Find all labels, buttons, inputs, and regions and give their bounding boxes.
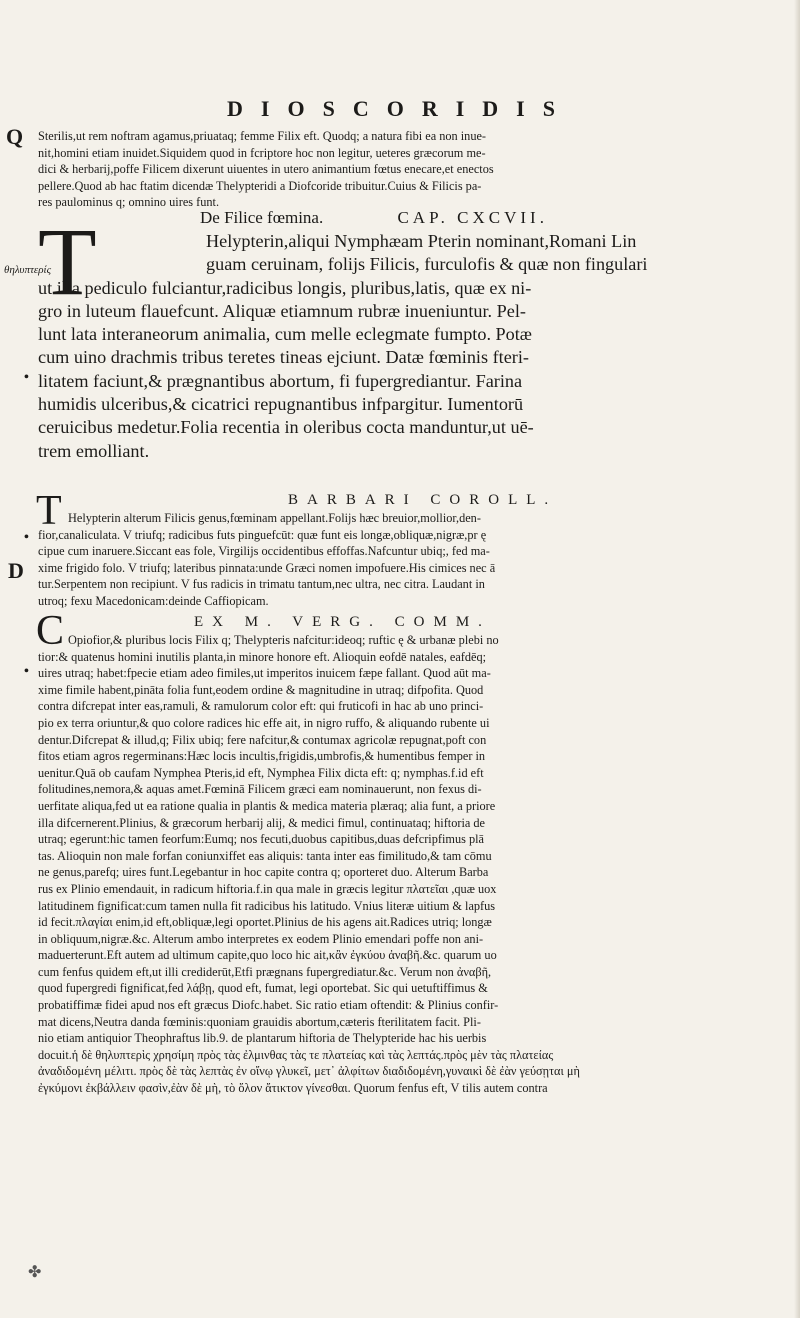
chapter-heading	[200, 208, 548, 228]
section-heading-barbari: BARBARI COROLL.	[288, 492, 558, 508]
text-line: lunt lata interaneorum animalia, cum melle eclegmate fumpto. Potæ	[38, 324, 532, 345]
text-line: xime fimile habent,pināta folia funt,eodem ordine & magnitudine in utraq; difpofita. Quod	[38, 682, 484, 697]
text-line: ceruicibus medetur.Folia recentia in oleribus cocta manduntur,ut uē-	[38, 417, 534, 438]
text-line: res paulominus q; omnino uires funt.	[38, 195, 220, 210]
text-line: utroq; fexu Macedonicam:deinde Caffiopicam.	[38, 593, 269, 608]
text-line: latitudinem fignificat:cum tamen nulla fit radicibus his latitudo. Vnius literæ uitium & lapfus	[38, 898, 496, 913]
text-line: cipue cum inaruere.Siccant eas fole, Virgilijs occidentibus effoffas.Nafcuntur ubiq;, fed ma-	[38, 544, 490, 559]
text-line: probatiffimæ fidei apud nos eft græcus Diofc.habet. Sic ratio etiam oftendit: & Plinius confir-	[38, 998, 499, 1013]
text-line: pio ex terra oriuntur,& quo colore radices hic effe ait, in nigro ruffo, & aliquando rubente ui	[38, 715, 490, 730]
chapter-title: De Filice fœmina.	[200, 208, 324, 227]
drop-cap: C	[36, 608, 65, 654]
text-line: tur.Serpentem non recipiunt. V fus radicis in trimatu tantum,nec ultra, nec citra. Laudant in	[38, 577, 485, 592]
text-line: humidis ulceribus,& cicatrici repugnantibus infpargitur. Iumentorū	[38, 394, 524, 415]
text-line: trem emolliant.	[38, 440, 150, 461]
margin-signature-letter: Q	[6, 124, 24, 149]
text-line: fior,canaliculata. V triufq; radicibus futs pinguefcūt: quæ funt eis longæ,obliquæ,nigræ,pr ę	[38, 527, 487, 542]
margin-bullet: •	[24, 370, 29, 385]
text-line: uires utraq; habet:fpecie etiam adeo fimiles,ut imperitos inuicem fæpe fallant. Quod aūt ma-	[38, 666, 491, 681]
chapter-number: CAP. CXCVII.	[397, 208, 548, 227]
text-line: uerfitate aliqua,fed ut ea ratione qualia in plantis & medica materia plæraq; alia funt, a priore	[38, 798, 496, 813]
text-line: docuit.ἡ δὲ θηλυπτερὶς χρησίμη πρὸς τὰς ἐλμινθας τὰς τε πλατείας καὶ τὰς λεπτάς.πρὸς μὲν τὰς πλατείας	[38, 1047, 554, 1062]
text-line: uenitur.Quā ob caufam Nymphea Pteris,id eft, Nymphea Filix dicta eft: q; nymphas.f.id eft	[38, 765, 484, 780]
text-line: nio etiam antiquior Theophraftus lib.9. de plantarum hiftoria de Thelypteride hac his uerbis	[38, 1031, 487, 1046]
margin-bullet: •	[24, 664, 29, 679]
text-line: guam ceruinam, folijs Filicis, furculofis & quæ non fingulari	[206, 254, 648, 275]
text-line: tior:& quatenus homini inutilis planta,in minore honore eft. Alioquin eofdē natales, eafdēq;	[38, 649, 487, 664]
text-line: folitudines,nemora,& aquas amet.Fœminā Filicem græci eam nominauerunt, non fexus di-	[38, 782, 482, 797]
text-line: gro in luteum flauefcunt. Aliquæ etiamnum rubræ inueniuntur. Pel-	[38, 300, 526, 321]
printer-ornament-icon: ✤	[28, 1264, 42, 1281]
text-line: fitos etiam agros regerminans:Hæc locis incultis,frigidis,umbrofis,& humentibus femper in	[38, 749, 486, 764]
text-line: ἐγκύμονι ἐκβάλλειν φασὶν,ἐὰν δὲ μὴ, τὸ ὅλον ἄτικτον γίνεσθαι. Quorum fenfus eft, V tilis autem contra	[38, 1081, 548, 1096]
text-line: litatem faciunt,& prægnantibus abortum, fi fupergrediantur. Farina	[38, 370, 523, 391]
drop-cap: T	[36, 488, 62, 534]
intro-paragraph	[38, 128, 760, 211]
text-line: cum uino drachmis tribus teretes tineas ejciunt. Datæ fœminis fteri-	[38, 347, 529, 368]
verg-paragraph	[38, 632, 760, 1097]
text-line: in obliquum,nigræ.&c. Alterum ambo interpretes ex eodem Plinio emendari poffe non ani-	[38, 931, 484, 946]
section-heading-verg: EX M. VERG. COMM.	[194, 614, 491, 630]
drop-cap: T	[38, 208, 97, 315]
text-line: pellere.Quod ab hac ftatim dicendæ Thelypteridi a Diofcoride tribuitur.Cuius & Filicis pa-	[38, 178, 482, 193]
running-header: DIOSCORIDIS	[227, 96, 573, 121]
text-line: Helypterin alterum Filicis genus,fœminam appellant.Folijs hæc breuior,mollior,den-	[68, 511, 481, 525]
text-line: cum fenfus quidem eft,ut illi crediderūt,Etfi prægnans fupergrediatur.&c. Verum non ἀναβῆ,	[38, 964, 492, 979]
margin-greek-note: θηλυπτερίς	[4, 264, 52, 276]
barbari-paragraph	[38, 510, 760, 610]
margin-signature-letter-d: D	[8, 558, 24, 583]
text-line: tas. Alioquin non male forfan coniunxiffet eas aliquis: tanta inter eas fimilitudo,& tam cōmu	[38, 848, 492, 863]
text-line: id fecit.πλαγίαι enim,id eft,obliquæ,legi oportet.Plinius de his agens ait.Radices utriq; longæ	[38, 915, 492, 930]
text-line: dici & herbarij,poffe Filicem dixerunt uiuentes in utero animantium fœtus enecare,et enectos	[38, 162, 494, 177]
text-line: xime frigido folo. V triufq; lateribus pinnata:unde Græci nomen impofuere.His cimices nec ā	[38, 560, 496, 575]
text-line: nit,homini etiam inuidet.Siquidem quod in fcriptore hoc non legitur, ueteres græcorum me-	[38, 145, 486, 160]
text-line: mat dicens,Neutra danda fœminis:quoniam grauidis abortum,cæteris fterilitatem facit. Pli-	[38, 1014, 481, 1029]
text-line: utraq; egerunt:hic tamen feorfum:Eumq; nos fecuti,duobus capitibus,duas defcripfimus plā	[38, 832, 484, 847]
text-line: ἀναδιδομένη μέλιτι. πρὸς δὲ τὰς λεπτὰς ἐν οἴνῳ γλυκεῖ, μετ᾽ ἀλφίτων διαδιδομένη,γυναικὶ δὲ ἐὰν γεύσῃται μὴ	[38, 1064, 580, 1079]
text-line: ut illa pediculo fulciantur,radicibus longis, pluribus,latis, quæ ex ni-	[38, 277, 532, 298]
text-line: illa difcernerent.Plinius, & græcorum herbarij alij, & medici fimul, continuataq; hiftoria de	[38, 815, 486, 830]
text-line: quod fupergredi fignificat,fed λάβῃ, quod eft, fumat, legi oportebat. Sic qui uetuftiffimus &	[38, 981, 488, 996]
text-line: Opiofior,& pluribus locis Filix q; Thelypteris nafcitur:ideoq; ruftic ę & urbanæ plebi no	[68, 633, 499, 647]
text-line: Sterilis,ut rem noftram agamus,priuataq; femme Filix eft. Quodq; a natura fibi ea non inue-	[38, 129, 487, 143]
text-line: maduerterunt.Eft autem ad ultimum capite,quo loco hic ait,κἂν ἐγκύου ἀναβῆ.&c. quarum uo	[38, 948, 497, 963]
text-line: rus ex Plinio emendauit, in radicum hiftoria.f.in qua male in græcis legitur πλατεῖαι ,quæ uox	[38, 881, 497, 896]
page-edge-shadow	[794, 0, 800, 1318]
main-paragraph	[38, 230, 760, 463]
text-line: contra difcrepat inter eas,ramuli, & ramulorum color eft: qui fruticofi in hac ab uno princi-	[38, 699, 484, 714]
text-line: Helypterin,aliqui Nymphæam Pterin nominant,Romani Lin	[206, 231, 637, 251]
text-line: dentur.Difcrepat & illud,q; Filix ubiq; fere nafcitur,& contumax agricolæ repugnat,poft con	[38, 732, 487, 747]
margin-bullet: •	[24, 530, 29, 545]
text-line: ne genus,parefq; uires funt.Legebantur in hoc capite contra q; oporteret duo. Alterum Barba	[38, 865, 489, 880]
